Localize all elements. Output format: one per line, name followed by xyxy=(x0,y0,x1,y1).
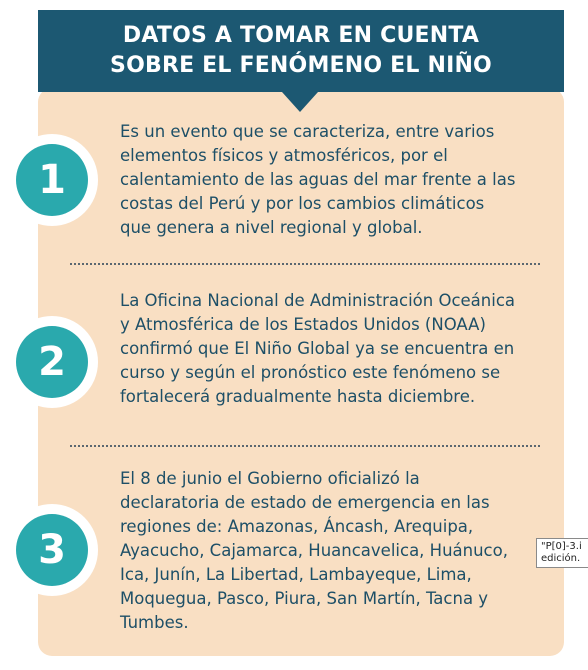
number-badge-1 xyxy=(6,134,98,226)
item-1-line: costas del Perú y por los cambios climáticos xyxy=(120,194,485,213)
item-3-line: Tumbes. xyxy=(120,613,189,632)
tooltip-line-2: edición. xyxy=(541,553,581,564)
item-3-line: Ica, Junín, La Libertad, Lambayeque, Lima, xyxy=(120,565,472,584)
item-1-line: calentamiento de las aguas del mar frente a las xyxy=(120,170,516,189)
number-3: 3 xyxy=(16,514,88,586)
dotted-divider-2 xyxy=(70,445,540,447)
number-2: 2 xyxy=(16,326,88,398)
item-2-line: confirmó que El Niño Global ya se encuentra en xyxy=(120,339,515,358)
item-2-line: y Atmosférica de los Estados Unidos (NOAA) xyxy=(120,315,486,334)
number-badge-2 xyxy=(6,316,98,408)
item-2-line: fortalecerá gradualmente hasta diciembre. xyxy=(120,387,476,406)
item-3-line: Moquegua, Pasco, Piura, San Martín, Tacna y xyxy=(120,589,489,608)
number-badge-3 xyxy=(6,504,98,596)
item-2-line: curso y según el pronóstico este fenómeno se xyxy=(120,363,501,382)
tooltip-line-1: "P[0]-3.i xyxy=(541,541,582,552)
item-1-line: que genera a nivel regional y global. xyxy=(120,218,423,237)
item-2-text xyxy=(120,289,550,409)
item-1-line: Es un evento que se caracteriza, entre varios xyxy=(120,122,495,141)
dotted-divider-1 xyxy=(70,263,540,265)
item-3-line: El 8 de junio el Gobierno oficializó la xyxy=(120,469,420,488)
item-3-line: Ayacucho, Cajamarca, Huancavelica, Huánuco, xyxy=(120,541,508,560)
item-3-text xyxy=(120,467,550,635)
item-3-line: declaratoria de estado de emergencia en las xyxy=(120,493,490,512)
item-2-line: La Oficina Nacional de Administración Oceánica xyxy=(120,291,516,310)
header-title-line-2: SOBRE EL FENÓMENO EL NIÑO xyxy=(110,53,492,78)
header-pointer xyxy=(282,92,318,112)
header-title-line-1: DATOS A TOMAR EN CUENTA xyxy=(122,23,480,48)
number-1: 1 xyxy=(16,144,88,216)
header-banner xyxy=(38,10,564,92)
tooltip xyxy=(536,538,588,568)
item-1-text xyxy=(120,120,550,240)
item-3-line: regiones de: Amazonas, Áncash, Arequipa, xyxy=(120,517,474,536)
item-1-line: elementos físicos y atmosféricos, por el xyxy=(120,146,448,165)
